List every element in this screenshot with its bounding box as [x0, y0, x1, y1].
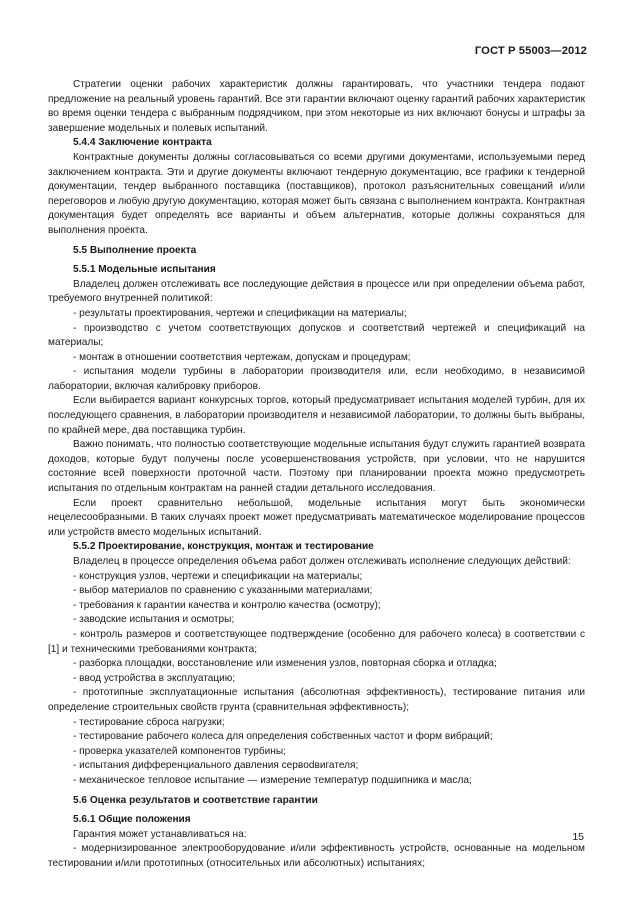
paragraph: Владелец в процессе определения объема работ должен отслеживать исполнение следующих действий: — [73, 556, 571, 567]
page-number: 15 — [572, 831, 584, 843]
section-heading: 5.6.1 Общие положения — [73, 814, 191, 826]
paragraph: - требования к гарантии качества и контролю качества (осмотру); — [73, 599, 381, 611]
paragraph: - контроль размеров и соответствующее подтверждение (особенно для рабочего колеса) в соответствии с [1] и техническими требованиями контракта; — [48, 628, 585, 655]
paragraph: - заводские испытания и осмотры; — [73, 614, 235, 626]
paragraph: Гарантия может устанавливаться на: — [73, 828, 247, 840]
paragraph: - испытания модели турбины в лаборатории производителя или, если необходимо, в независимой лаборатории, включая калибровку приборов. — [48, 366, 585, 392]
paragraph: - тестирование рабочего колеса для определения собственных частот и форм вибраций; — [73, 731, 493, 743]
section-heading: 5.5.1 Модельные испытания — [73, 264, 216, 276]
paragraph: - монтаж в отношении соответствия чертежам, допускам и процедурам; — [73, 351, 411, 363]
paragraph: - выбор материалов по сравнению с указанными материалами; — [73, 585, 373, 597]
paragraph: - производство с учетом соответствующих допусков и соответствий чертежей и спецификаций на материалы; — [48, 322, 585, 349]
paragraph: - прототипные эксплуатационные испытания (абсолютная эффективность), тестирование питания или определение строительных свойств грунта (сравнительная эффективность); — [48, 687, 585, 713]
paragraph: - разборка площадки, восстановление или изменения узлов, повторная сборка и отладка; — [73, 658, 497, 670]
paragraph: - ввод устройства в эксплуатацию; — [73, 672, 236, 684]
paragraph: - конструкция узлов, чертежи и спецификации на материалы; — [73, 570, 363, 582]
paragraph: - механическое тепловое испытание — измерение температур подшипника и масла; — [73, 774, 472, 786]
document-body — [48, 78, 585, 871]
paragraph: Если проект сравнительно небольшой, модельные испытания могут быть экономически нецелесообразными. В таких случаях проект может предусматривать математическое моделирование процессов или устройств вместо модельных испытаний. — [48, 497, 585, 538]
paragraph: - проверка указателей компонентов турбины; — [73, 745, 286, 757]
paragraph: Если выбирается вариант конкурсных торгов, который предусматривает испытания моделей турбин, для их последующего сравнения, в лаборатории производителя и независимой лаборатории, то должны быть выбраны, по крайней мере, два поставщика турбин. — [48, 395, 585, 436]
paragraph: - испытания дифференциального давления сервodвигателя; — [73, 760, 359, 772]
document-header: ГОСТ Р 55003—2012 — [474, 45, 587, 57]
paragraph: - результаты проектирования, чертежи и спецификации на материалы; — [73, 307, 407, 319]
section-heading: 5.5.2 Проектирование, конструкция, монтаж и тестирование — [73, 541, 374, 553]
paragraph: - тестирование сброса нагрузки; — [73, 716, 225, 728]
paragraph: - модернизированное электрооборудование и/или эффективность устройств, основанные на модельном тестировании и/или прототипных (относительных или абсолютных) испытаниях; — [48, 843, 585, 869]
section-heading: 5.5 Выполнение проекта — [73, 244, 197, 256]
paragraph: Контрактные документы должны согласовываться со всеми другими документами, используемыми перед заключением контракта. Эти и другие документы включают тендерную документацию, все графики к тендерной документации, тендер выбранного поставщика (поставщиков), протокол разъяснительных совещаний и/или переговоров и любую другую документацию, которая может быть связана с выполнением контракта. Контрактная документация будет определять все варианты и объем альтернатив, которые должны сохраняться для выполнения проекта. — [48, 151, 585, 236]
section-heading: 5.6 Оценка результатов и соответствие гарантии — [73, 794, 318, 806]
section-heading: 5.4.4 Заключение контракта — [73, 137, 212, 149]
paragraph: Стратегии оценки рабочих характеристик должны гарантировать, что участники тендера подают предложение на реальный уровень гарантий. Все эти гарантии включают оценку гарантий рабочих характеристик во время оценки тендера с выбранным подрядчиком, при этом некоторые из них включают бонусы и штрафы за завершение модельных и полевых испытаний. — [48, 79, 585, 134]
paragraph: Владелец должен отслеживать все последующие действия в процессе или при определении объема работ, требуемого внутренней политикой: — [48, 278, 585, 305]
paragraph: Важно понимать, что полностью соответствующие модельные испытания будут служить гарантией возврата доходов, которые будут получены после усовершенствования устройств, при условии, что не нарушится состояние всей поверхности проточной части. Поэтому при планировании проекта можно предусмотреть испытания по отдельным контрактам на ранней стадии детального исследования. — [48, 439, 585, 495]
